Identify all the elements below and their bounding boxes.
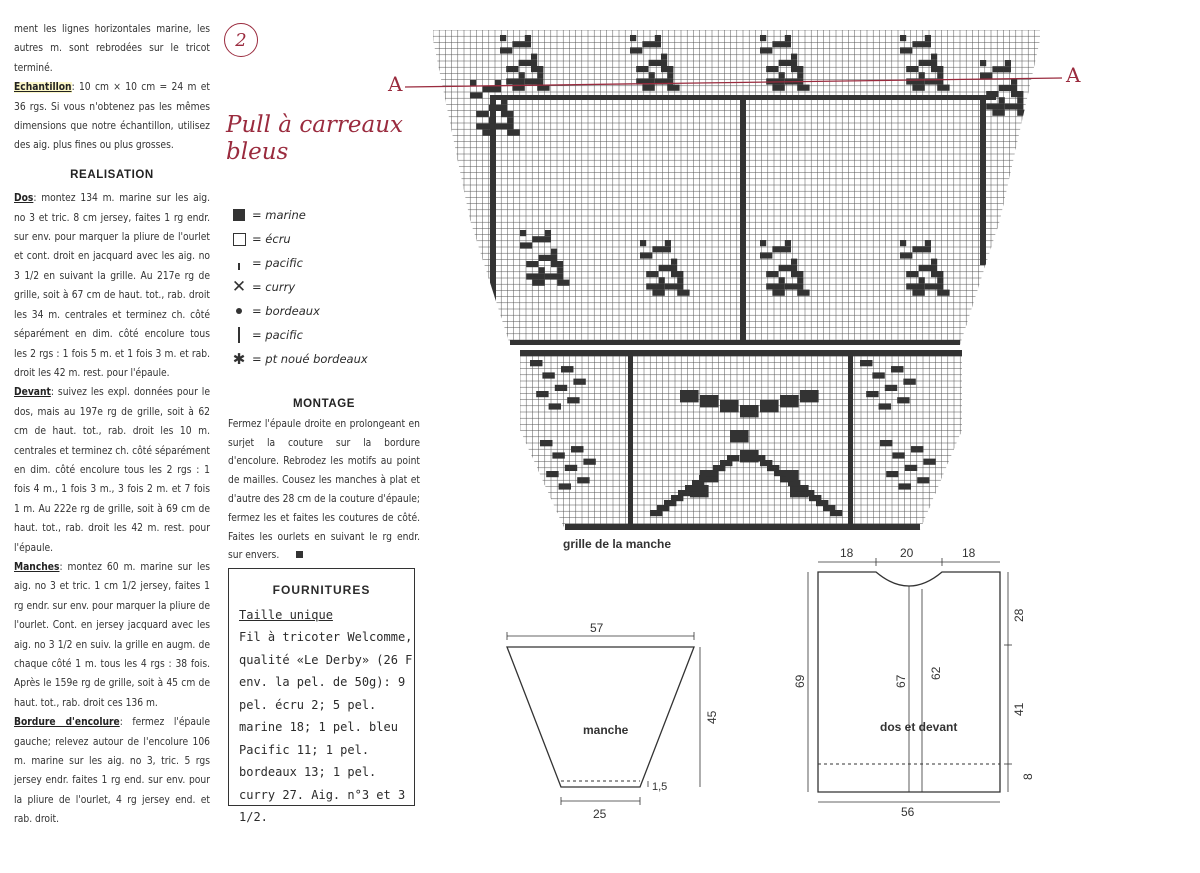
grid-motif	[785, 283, 804, 289]
grid-motif	[520, 230, 526, 236]
legend-label: = bordeaux	[252, 304, 320, 318]
grid-motif	[931, 54, 937, 60]
grid-motif	[980, 72, 992, 78]
grid-motif	[536, 391, 548, 397]
grid-motif	[482, 130, 494, 136]
grid-motif	[992, 110, 1004, 116]
grid-motif	[760, 47, 772, 53]
upper-grid	[433, 30, 1040, 348]
grid-motif	[746, 95, 996, 100]
neck-drop-height: 62	[929, 666, 943, 680]
grid-motif	[720, 400, 739, 412]
grid-motif	[791, 66, 803, 72]
grid-motif	[937, 85, 949, 91]
grid-motif	[652, 290, 664, 296]
grid-motif	[500, 47, 512, 53]
grid-motif	[925, 283, 944, 289]
grid-motif	[791, 259, 797, 265]
grid-motif	[573, 379, 585, 385]
grid-motif	[642, 41, 661, 47]
grid-motif	[649, 72, 655, 78]
grid-motif	[885, 385, 897, 391]
grid-motif	[630, 35, 636, 41]
grid-motif	[880, 440, 892, 446]
grid-motif	[912, 246, 931, 252]
grid-motif	[772, 85, 784, 91]
grid-motif	[772, 290, 784, 296]
grid-motif	[532, 280, 544, 286]
grid-motif	[628, 356, 633, 526]
fournitures-subtitle: Taille unique	[239, 607, 333, 622]
grid-motif	[520, 350, 962, 356]
grid-motif	[931, 259, 937, 265]
grid-motif	[537, 72, 543, 78]
grid-motif	[649, 60, 668, 66]
manches-text: : montez 60 m. marine sur les aig. no 3 et tric. 1 cm 1/2 jersey, faites 1 rg endr. sur env. pour marquer la pliure de l'ourlet. Cont. en jersey jacquard avec les aig. no 3 1/2 en suiv. la grille en augm. de chaque côté 1 m. tous les 4 rgs : 38 fois. Après le 159e rg de grille, soit à 45 cm de haut. tot., rab. droit ces 136 m.	[14, 561, 210, 709]
echantillon-label: Echantillon	[14, 82, 72, 94]
montage-body: Fermez l'épaule droite en prolongeant en surjet la couture sur la bordure d'encolure. Rebrodez les motifs au point de mailles. Cousez les manches à plat et d'autre des 28 cm de la couture d'épaule; fermez les et faites les coutures de côté. Faites les ourlets en suivant le rg endr. sur envers.	[228, 418, 420, 562]
grid-motif	[860, 360, 872, 366]
grid-motif	[891, 366, 903, 372]
grid-motif	[659, 277, 665, 283]
grid-motif	[900, 252, 912, 258]
realisation-title: REALISATION	[70, 168, 154, 181]
grid-motif	[879, 403, 891, 409]
grid-motif	[1005, 103, 1024, 109]
grid-motif	[531, 54, 537, 60]
legend-label: = pacific	[252, 256, 303, 270]
grid-motif	[730, 430, 749, 442]
grid-motif	[848, 356, 853, 526]
grid-motif	[760, 35, 766, 41]
grid-motif	[540, 440, 552, 446]
montage-title: MONTAGE	[292, 398, 356, 410]
grid-motif	[661, 66, 673, 72]
grid-motif	[512, 41, 531, 47]
grid-motif	[923, 459, 935, 465]
grid-motif	[565, 524, 920, 530]
grid-motif	[525, 35, 531, 41]
grid-motif	[501, 111, 513, 117]
grid-motif	[510, 340, 960, 348]
fournitures-title: FOURNITURES	[272, 583, 371, 597]
sleeve-bottom-width: 25	[593, 807, 607, 821]
legend-label: = curry	[252, 280, 296, 294]
grid-motif	[545, 273, 564, 279]
body-total-height: 69	[793, 674, 807, 688]
grid-motif	[567, 397, 579, 403]
grid-caption: grille de la manche	[563, 537, 672, 551]
grid-motif	[476, 123, 495, 129]
grid-motif	[980, 60, 986, 66]
grid-motif	[507, 117, 513, 123]
legend-label: = écru	[252, 232, 291, 246]
grid-motif	[766, 271, 778, 277]
grid-motif	[630, 47, 642, 53]
grid-motif	[999, 85, 1018, 91]
body-width: 56	[901, 805, 915, 819]
body-hem: 8	[1021, 773, 1035, 780]
grid-motif	[900, 35, 906, 41]
grid-motif	[667, 72, 673, 78]
grid-motif	[546, 471, 558, 477]
grid-motif	[937, 72, 943, 78]
grid-motif	[545, 230, 551, 236]
body-label: dos et devant	[880, 720, 958, 734]
manches-label: Manches	[14, 561, 60, 573]
legend-label: = pacific	[252, 328, 303, 342]
grid-motif	[646, 283, 665, 289]
grid-motif	[539, 267, 545, 273]
grid-motif	[906, 271, 918, 277]
bordure-label: Bordure d'encolure	[14, 717, 120, 729]
grid-motif	[919, 265, 938, 271]
grid-motif	[905, 465, 917, 471]
grid-motif	[779, 265, 798, 271]
grid-motif	[526, 273, 545, 279]
grid-motif	[999, 97, 1005, 103]
fournitures-text: Fil à tricoter Welcomme, qualité «Le Derby» (26 F env. la pel. de 50g): 9 pel. écru 2; 5 pel. marine 18; 1 pel. bleu Pacific 11; 1 pel. bordeaux 13; 1 pel. curry 27. Aig. n°3 et 3 1/2.	[239, 630, 413, 824]
grid-motif	[519, 72, 525, 78]
grid-motif	[925, 240, 931, 246]
grid-motif	[872, 372, 884, 378]
sleeve-label: manche	[583, 723, 629, 737]
grid-motif	[577, 477, 589, 483]
echantillon-text: : 10 cm × 10 cm = 24 m et 36 rgs. Si vous n'obtenez pas les mêmes dimensions que notre échantillon, utilisez des aig. plus fines ou plus grosses.	[14, 82, 210, 152]
grid-motif	[900, 240, 906, 246]
grid-motif	[931, 66, 943, 72]
grid-motif	[753, 455, 765, 461]
grid-motif	[659, 265, 678, 271]
grid-motif	[506, 78, 525, 84]
sleeve-diagram	[507, 621, 719, 821]
grid-motif	[740, 95, 746, 345]
grid-motif	[1005, 60, 1011, 66]
asterisk-icon: ✱	[232, 349, 246, 368]
marker-a-left: A	[388, 72, 403, 96]
grid-motif	[532, 236, 551, 242]
grid-motif	[992, 66, 1011, 72]
grid-motif	[1011, 79, 1017, 85]
grid-motif	[642, 85, 654, 91]
grid-motif	[671, 259, 677, 265]
grid-motif	[490, 95, 740, 100]
legend-label: = marine	[252, 208, 306, 222]
grid-motif	[906, 66, 918, 72]
grid-motif	[551, 249, 557, 255]
grid-motif	[489, 117, 495, 123]
grid-motif	[780, 395, 799, 407]
grid-motif	[797, 277, 803, 283]
grid-motif	[551, 261, 563, 267]
grid-motif	[760, 240, 766, 246]
mid-height: 41	[1012, 702, 1026, 716]
shoulder-depth: 28	[1012, 608, 1026, 622]
cross-icon: ✕	[231, 276, 247, 297]
shoulder-left-width: 18	[840, 546, 854, 560]
grid-motif	[986, 91, 998, 97]
grid-motif	[506, 66, 518, 72]
grid-motif	[552, 452, 564, 458]
grid-motif	[900, 47, 912, 53]
dos-text: : montez 134 m. marine sur les aig. no 3 et tric. 8 cm jersey, faites 1 rg endr. sur env. pour marquer la pliure de l'ourlet et cont. droit en jacquard avec les aig. no 3 1/2 en suivant la grille. Au 217e rg de grille, soit à 67 cm de haut. tot., rab. droit les 34 m. centrales et terminez ch. côté séparément en dim. côté encolure tous les 2 rgs : 1 fois 5 m. et 1 fois 3 m. et rab. droit les 42 m. rest. pour l'épaule.	[14, 193, 210, 379]
grid-motif	[937, 277, 943, 283]
grid-motif	[897, 397, 909, 403]
grid-motif	[986, 103, 1005, 109]
grid-motif	[646, 271, 658, 277]
grid-motif	[912, 290, 924, 296]
grid-motif	[1011, 91, 1023, 97]
grid-motif	[565, 465, 577, 471]
grid-motif	[640, 252, 652, 258]
dos-label: Dos	[14, 193, 34, 205]
grid-motif	[785, 240, 791, 246]
grid-motif	[931, 271, 943, 277]
grid-motif	[531, 66, 543, 72]
grid-motif	[797, 85, 809, 91]
grid-motif	[557, 267, 563, 273]
grid-motif	[665, 283, 684, 289]
grid-motif	[791, 271, 803, 277]
grid-motif	[886, 471, 898, 477]
knitting-grid	[433, 30, 1040, 530]
grid-motif	[655, 35, 661, 41]
sleeve-outline	[507, 647, 694, 787]
neck-width: 20	[900, 546, 914, 560]
sleeve-height: 45	[705, 710, 719, 724]
grid-motif	[892, 452, 904, 458]
grid-motif	[912, 41, 931, 47]
grid-motif	[525, 78, 544, 84]
grid-motif	[760, 400, 779, 412]
grid-motif	[555, 385, 567, 391]
grid-motif	[500, 35, 506, 41]
grid-motif	[530, 360, 542, 366]
grid-motif	[797, 290, 809, 296]
grid-motif	[671, 271, 683, 277]
grid-motif	[772, 41, 791, 47]
grid-motif	[677, 290, 689, 296]
devant-label: Devant	[14, 387, 51, 399]
grid-motif	[903, 379, 915, 385]
grid-motif	[470, 80, 476, 86]
shoulder-right-width: 18	[962, 546, 976, 560]
grid-motif	[727, 455, 739, 461]
handwritten-number: 2	[224, 23, 258, 57]
grid-motif	[526, 261, 538, 267]
grid-motif	[919, 277, 925, 283]
grid-motif	[520, 242, 532, 248]
grid-motif	[507, 130, 519, 136]
grid-motif	[785, 35, 791, 41]
grid-motif	[899, 483, 911, 489]
lower-grid	[520, 350, 962, 530]
grid-motif	[911, 446, 923, 452]
grid-motif	[501, 99, 507, 105]
grid-motif	[779, 72, 785, 78]
grid-motif	[919, 72, 925, 78]
grid-motif	[561, 366, 573, 372]
grid-motif	[557, 280, 569, 286]
grid-motif	[779, 60, 798, 66]
grid-motif	[740, 405, 759, 417]
grid-motif	[700, 395, 719, 407]
grid-motif	[760, 252, 772, 258]
front-height: 67	[894, 674, 908, 688]
devant-text: : suivez les expl. données pour le dos, mais au 197e rg de grille, soit à 62 cm de haut. tot., rab. droit les 10 m. centrales et terminez ch. côté séparément en dim. côté encolure tous les 2 rgs : 1 fois 4 m., 1 fois 3 m., 3 fois 2 m. et 7 fois 1 m. Au 222e rg de grille, soit à 69 cm de haut. tot., rab. droit les 42 m. rest. pour l'épaule.	[14, 387, 210, 554]
sleeve-hem: 1,5	[652, 781, 668, 793]
grid-motif	[912, 85, 924, 91]
grid-motif	[652, 246, 671, 252]
grid-motif	[640, 240, 646, 246]
sleeve-top-width: 57	[590, 621, 604, 635]
grid-motif	[677, 277, 683, 283]
grid-motif	[636, 66, 648, 72]
body-diagram	[793, 546, 1035, 819]
grid-motif	[519, 60, 538, 66]
grid-motif	[489, 105, 508, 111]
legend-label: = pt noué bordeaux	[252, 352, 368, 366]
grid-motif	[470, 92, 482, 98]
grid-motif	[919, 60, 938, 66]
grid-motif	[766, 66, 778, 72]
grid-motif	[583, 459, 595, 465]
grid-motif	[665, 240, 671, 246]
grid-motif	[1017, 110, 1029, 116]
grid-motif	[667, 85, 679, 91]
grid-motif	[866, 391, 878, 397]
grid-motif	[779, 277, 785, 283]
grid-motif	[539, 255, 558, 261]
grid-motif	[797, 72, 803, 78]
grid-motif	[482, 86, 501, 92]
marker-a-right: A	[1066, 63, 1081, 87]
grid-motif	[766, 283, 785, 289]
grid-motif	[925, 35, 931, 41]
grid-motif	[980, 95, 986, 265]
grid-motif	[476, 111, 488, 117]
grid-motif	[772, 246, 791, 252]
grid-motif	[906, 283, 925, 289]
grid-motif	[661, 54, 667, 60]
grid-motif	[559, 483, 571, 489]
grid-motif	[1017, 97, 1023, 103]
grid-motif	[937, 290, 949, 296]
grid-motif	[917, 477, 929, 483]
grid-motif	[495, 123, 514, 129]
grid-motif	[680, 390, 699, 402]
intro-text: ment les lignes horizontales marine, les autres m. sont rebrodées sur le tricot terminé.	[14, 24, 210, 74]
grid-motif	[791, 54, 797, 60]
grid-motif	[571, 446, 583, 452]
bordure-text: : fermez l'épaule gauche; relevez autour de l'encolure 106 m. marine sur les aig. no 3, tric. 5 rgs jersey endr. faites 1 rg end. sur env. pour la pliure de l'ourlet, 4 rg jersey end. et rab. droit.	[14, 717, 210, 826]
grid-motif	[549, 403, 561, 409]
grid-motif	[800, 390, 819, 402]
grid-motif	[542, 372, 554, 378]
handwritten-title: Pull à carreaux bleus	[226, 112, 404, 165]
